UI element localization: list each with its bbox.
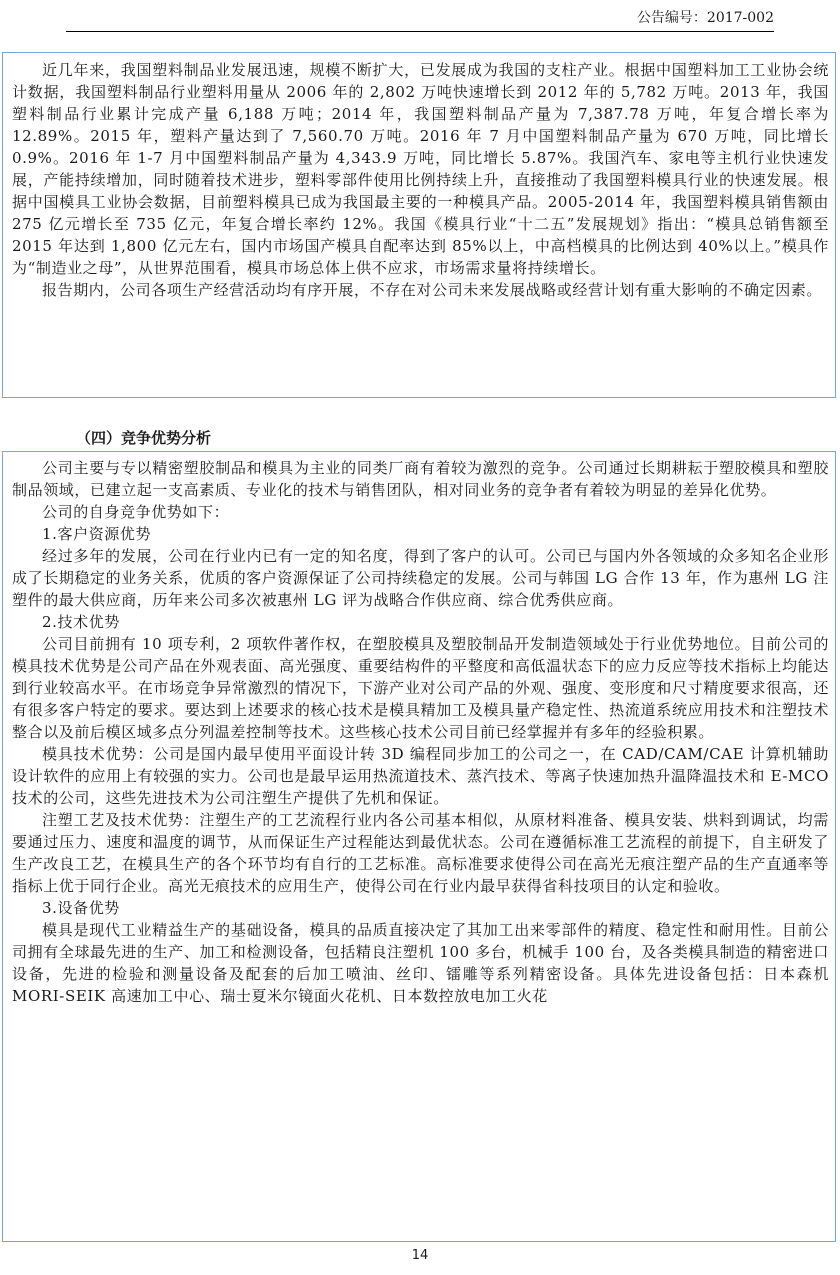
section-heading: （四）竞争优势分析: [76, 429, 212, 447]
doc-number: 公告编号：2017-002: [636, 10, 774, 26]
paragraph: 公司目前拥有 10 项专利，2 项软件著作权，在塑胶模具及塑胶制品开发制造领域处于行业优势地位。目前公司的模具技术优势是公司产品在外观表面、高光强度、重要结构件的平整度和高低温状态下的应力反应等技术指标上均能达到行业较高水平。在市场竞争异常激烈的情况下，下游产业对公司产品的外观、强度、变形度和尺寸精度要求很高，还有很多客户特定的要求。要达到上述要求的核心技术是模具精加工及模具量产稳定性、热流道系统应用技术和注塑技术整合以及前后模区域多点分列温差控制等技术。这些核心技术公司目前已经掌握并有多年的经验积累。: [12, 635, 829, 741]
paragraph: 近几年来，我国塑料制品业发展迅速，规模不断扩大，已发展成为我国的支柱产业。根据中国塑料加工工业协会统计数据，我国塑料制品行业塑料用量从 2006 年的 2,802 万吨快速增长到 2012 年的 5,782 万吨。2013 年，我国塑料制品行业累计完成产量 6,188 万吨；2014 年，我国塑料制品产量为 7,387.78 万吨，年复合增长率为 12.89%。2015 年，塑料产量达到了 7,560.70 万吨。2016 年 7 月中国塑料制品产量为 670 万吨，同比增长 0.9%。2016 年 1-7 月中国塑料制品产量为 4,343.9 万吨，同比增长 5.87%。我国汽车、家电等主机行业快速发展，产能持续增加，同时随着技术进步，塑料零部件使用比例持续上升，直接推动了我国塑料模具行业的快速发展。根据中国模具工业协会数据，目前塑料模具已成为我国最主要的一种模具产品。2005-2014 年，我国塑料模具销售额由 275 亿元增长至 735 亿元，年复合增长率约 12%。我国《模具行业“十二五”发展规划》指出：“模具总销售额至 2015 年达到 1,800 亿元左右，国内市场国产模具自配率达到 85%以上，中高档模具的比例达到 40%以上。”模具作为“制造业之母”，从世界范围看，模具市场总体上供不应求，市场需求量将持续增长。: [12, 61, 829, 277]
paragraph: 报告期内，公司各项生产经营活动均有序开展，不存在对公司未来发展战略或经营计划有重大影响的不确定因素。: [42, 281, 823, 299]
industry-overview-box: [2, 52, 836, 398]
paragraph: 公司的自身竞争优势如下：: [42, 503, 230, 521]
header-rule: [66, 31, 774, 32]
competitive-advantage-box: [2, 451, 836, 1242]
page-number: 14: [411, 1248, 429, 1263]
subheading: 1.客户资源优势: [42, 525, 152, 543]
paragraph: 经过多年的发展，公司在行业内已有一定的知名度，得到了客户的认可。公司已与国内外各领域的众多知名企业形成了长期稳定的业务关系，优质的客户资源保证了公司持续稳定的发展。公司与韩国 LG 合作 13 年，作为惠州 LG 注塑件的最大供应商，历年来公司多次被惠州 LG 评为战略合作供应商、综合优秀供应商。: [12, 547, 829, 609]
paragraph: 模具技术优势：公司是国内最早使用平面设计转 3D 编程同步加工的公司之一，在 CAD/CAM/CAE 计算机辅助设计软件的应用上有较强的实力。公司也是最早运用热流道技术、蒸汽技术、等离子快速加热升温降温技术和 E-MCO 技术的公司，这些先进技术为公司注塑生产提供了先机和保证。: [12, 745, 829, 807]
paragraph: 模具是现代工业精益生产的基础设备，模具的品质直接决定了其加工出来零部件的精度、稳定性和耐用性。目前公司拥有全球最先进的生产、加工和检测设备，包括精良注塑机 100 多台，机械手 100 台，及各类模具制造的精密进口设备，先进的检验和测量设备及配套的后加工喷油、丝印、镭雕等系列精密设备。具体先进设备包括：日本森机 MORI-SEIK 高速加工中心、瑞士夏米尔镜面火花机、日本数控放电加工火花: [12, 921, 829, 1005]
subheading: 3.设备优势: [42, 899, 120, 917]
paragraph: 注塑工艺及技术优势：注塑生产的工艺流程行业内各公司基本相似，从原材料准备、模具安装、烘料到调试，均需要通过压力、速度和温度的调节，从而保证生产过程能达到最优状态。公司在遵循标准工艺流程的前提下，自主研发了生产改良工艺，在模具生产的各个环节均有自行的工艺标准。高标准要求使得公司在高光无痕注塑产品的生产直通率等指标上优于同行企业。高光无痕技术的应用生产，使得公司在行业内最早获得省科技项目的认定和验收。: [12, 811, 829, 895]
subheading: 2.技术优势: [42, 613, 120, 631]
paragraph: 公司主要与专以精密塑胶制品和模具为主业的同类厂商有着较为激烈的竞争。公司通过长期耕耘于塑胶模具和塑胶制品领域，已建立起一支高素质、专业化的技术与销售团队，相对同业务的竞争者有着较为明显的差异化优势。: [12, 459, 829, 499]
